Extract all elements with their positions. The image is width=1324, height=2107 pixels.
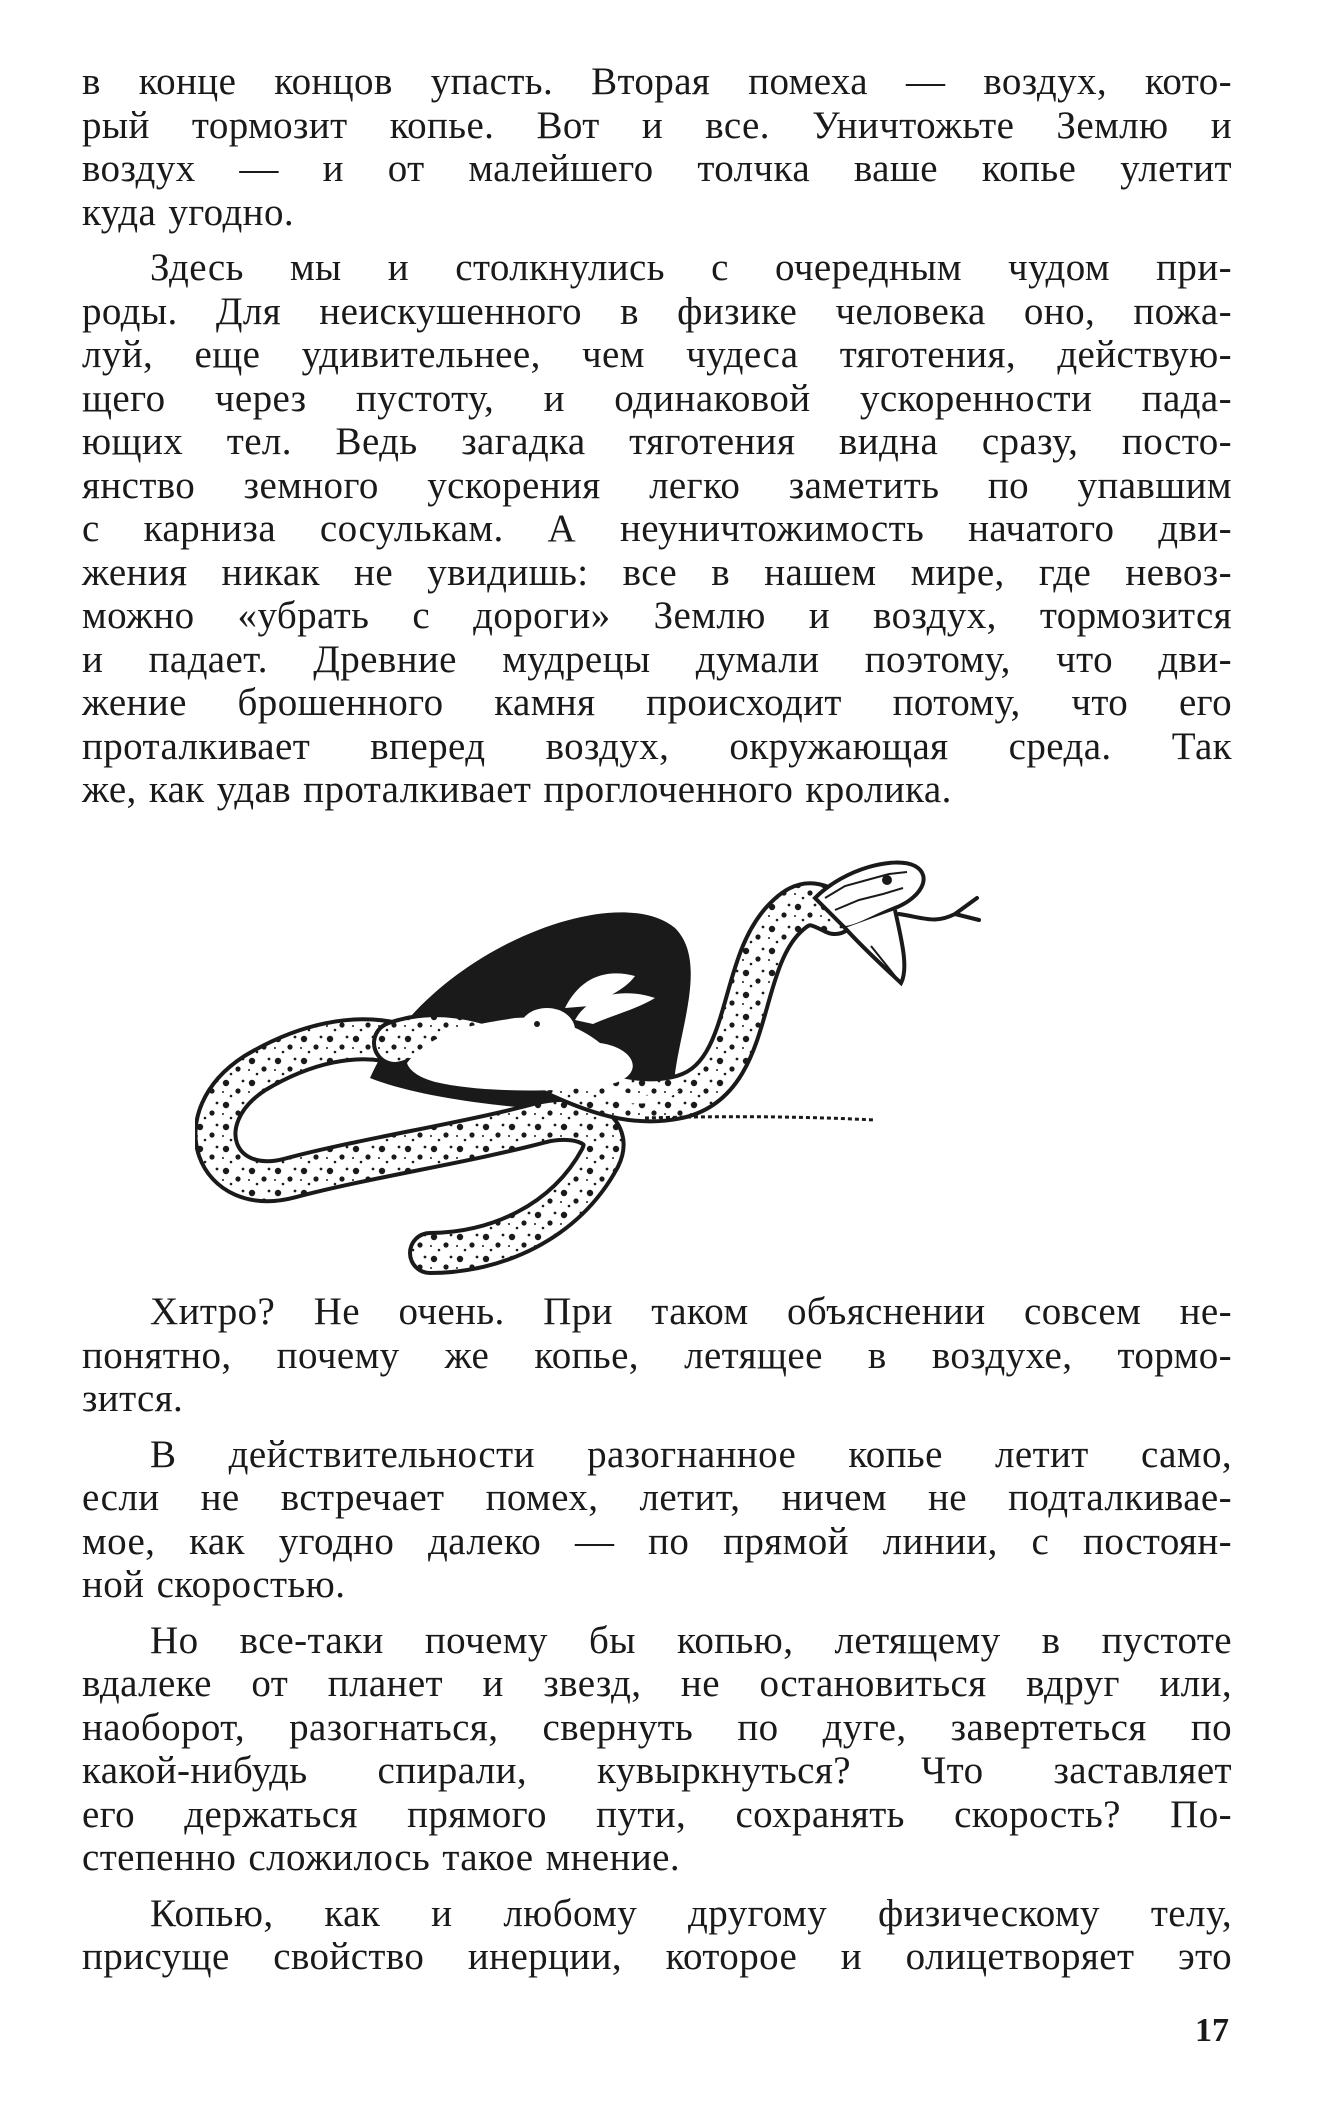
text-line: янство земного ускорения легко заметить по упавшим [82,463,1232,507]
text-line: жения никак не увидишь: все в нашем мире, где невоз- [82,550,1232,594]
text-line: рый тормозит копье. Вот и все. Уничтожьте Землю и [82,103,1232,147]
paragraph-2 [82,246,1232,812]
text-line: Но все-таки почему бы копью, летящему в пустоте [150,1618,1232,1662]
text-line: какой-нибудь спирали, кувыркнуться? Что заставляет [82,1749,1232,1792]
text-line: же, как удав проталкивает проглоченного кролика. [82,768,952,811]
text-line: жение брошенного камня происходит потому, что его [82,681,1232,724]
text-line: проталкивает вперед воздух, окружающая среда. Так [82,724,1232,768]
paragraph-1 [82,60,1232,234]
text-line: вдалеке от планет и звезд, не остановиться вдруг или, [82,1662,1232,1705]
text-line: ющих тел. Ведь загадка тяготения видна сразу, посто- [82,420,1232,463]
snake-swallowing-rabbit-illustration [195,858,1095,1278]
text-line: Хитро? Не очень. При таком объяснении совсем не- [150,1290,1232,1333]
text-line: луй, еще удивительнее, чем чудеса тяготения, действую- [82,333,1232,376]
text-line: куда угодно. [82,190,295,234]
text-line: его держаться прямого пути, сохранять скорость? По- [82,1792,1232,1836]
text-line: и падает. Древние мудрецы думали поэтому, что дви- [82,637,1232,681]
text-line: степенно сложилось такое мнение. [82,1836,681,1879]
upper-text-block [82,60,1232,812]
paragraph-3 [82,1290,1232,1421]
paragraph-6 [82,1892,1232,1979]
page-number: 17 [1195,2012,1229,2049]
text-line: зится. [82,1377,184,1420]
snake-head [815,863,979,983]
text-line: можно «убрать с дороги» Землю и воздух, тормозится [82,594,1232,637]
paragraph-5 [82,1619,1232,1880]
text-line: В действительности разогнанное копье летит само, [150,1432,1232,1476]
paragraph-4 [82,1433,1232,1607]
text-line: ной скоростью. [82,1563,346,1606]
text-line: в конце концов упасть. Вторая помеха — воздух, кото- [82,60,1232,103]
text-line: если не встречает помех, летит, ничем не подталкивае- [82,1476,1232,1519]
text-line: присуще свойство инерции, которое и олицетворяет это [82,1935,1232,1978]
text-line: воздух — и от малейшего толчка ваше копье улетит [82,147,1232,190]
text-line: Здесь мы и столкнулись с очередным чудом при- [150,246,1232,289]
text-line: щего через пустоту, и одинаковой ускоренности пада- [82,376,1232,420]
text-line: Копью, как и любому другому физическому телу, [150,1891,1232,1935]
text-line: роды. Для неискушенного в физике человека оно, пожа- [82,289,1232,333]
text-line: мое, как угодно далеко — по прямой линии, с постоян- [82,1519,1232,1563]
text-line: понятно, почему же копье, летящее в воздухе, тормо- [82,1333,1232,1377]
lower-text-block [82,1290,1232,1979]
text-line: наоборот, разогнаться, свернуть по дуге, завертеться по [82,1705,1232,1749]
text-line: с карниза сосулькам. А неуничтожимость начатого дви- [82,507,1232,550]
